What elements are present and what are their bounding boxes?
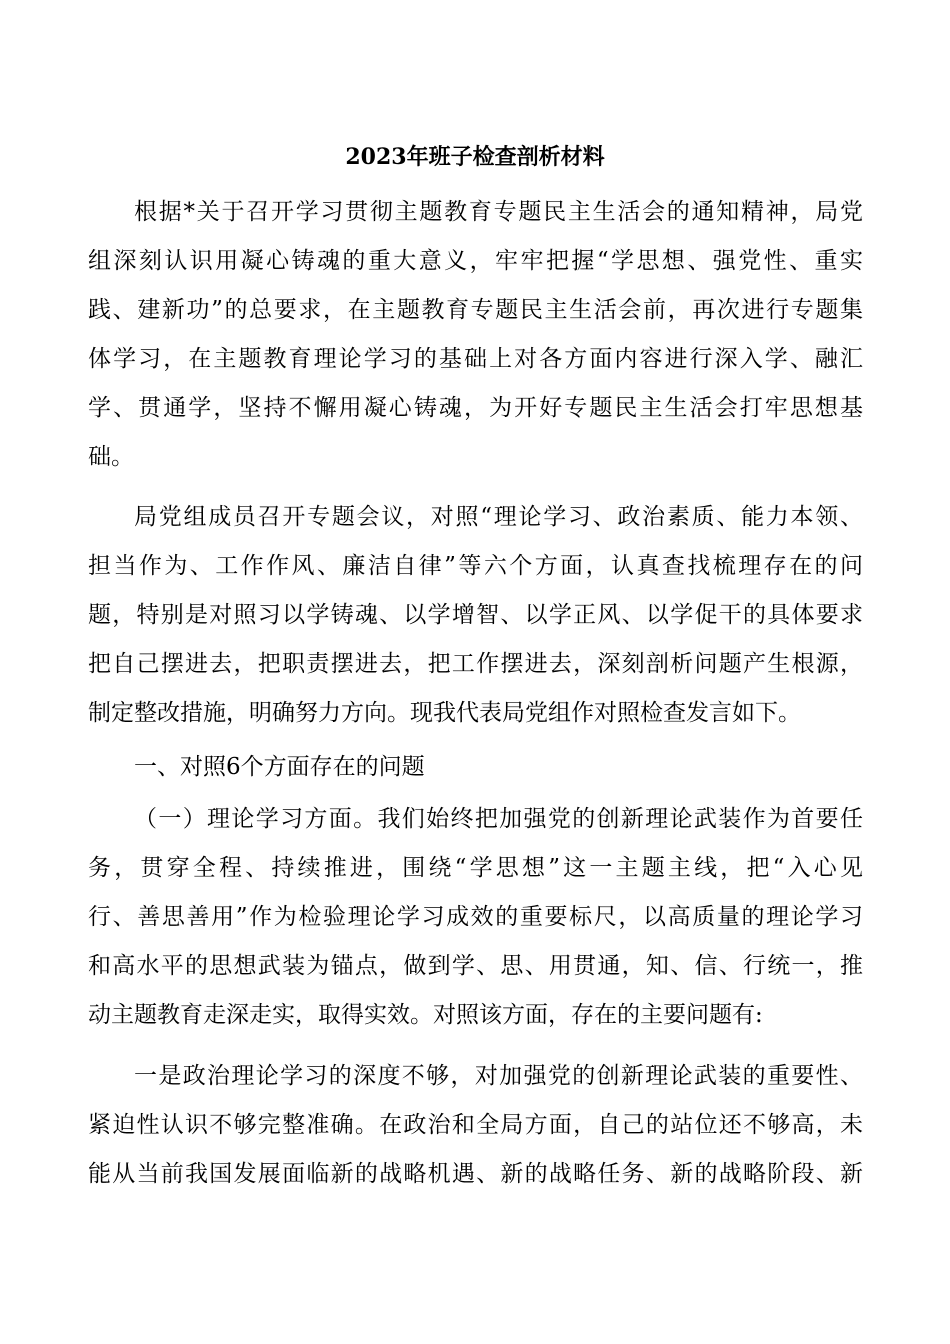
- paragraph-line: 行、善思善用”作为检验理论学习成效的重要标尺，以高质量的理论学习: [88, 904, 863, 930]
- paragraph-line: 一是政治理论学习的深度不够，对加强党的创新理论武装的重要性、: [134, 1063, 863, 1089]
- paragraph-line: 动主题教育走深走实，取得实效。对照该方面，存在的主要问题有:: [88, 1002, 763, 1028]
- document-title: 2023年班子检查剖析材料: [345, 144, 605, 170]
- paragraph-line: （一）理论学习方面。我们始终把加强党的创新理论武装作为首要任: [134, 806, 863, 832]
- paragraph-line: 础。: [88, 444, 134, 470]
- paragraph-line: 根据*关于召开学习贯彻主题教育专题民主生活会的通知精神，局党: [134, 199, 863, 225]
- paragraph-line: 体学习，在主题教育理论学习的基础上对各方面内容进行深入学、融汇: [88, 346, 863, 372]
- paragraph-line: 局党组成员召开专题会议，对照“理论学习、政治素质、能力本领、: [134, 504, 863, 530]
- paragraph-line: 担当作为、工作作风、廉洁自律”等六个方面，认真查找梳理存在的问: [88, 553, 863, 579]
- paragraph-line: 制定整改措施，明确努力方向。现我代表局党组作对照检查发言如下。: [88, 700, 801, 726]
- paragraph-line: 紧迫性认识不够完整准确。在政治和全局方面，自己的站位还不够高，未: [88, 1112, 863, 1138]
- paragraph-line: 把自己摆进去，把职责摆进去，把工作摆进去，深刻剖析问题产生根源，: [88, 651, 863, 677]
- paragraph-line: 组深刻认识用凝心铸魂的重大意义，牢牢把握“学思想、强党性、重实: [88, 248, 863, 274]
- paragraph-line: 能从当前我国发展面临新的战略机遇、新的战略任务、新的战略阶段、新: [88, 1161, 863, 1187]
- paragraph-line: 践、建新功”的总要求，在主题教育专题民主生活会前，再次进行专题集: [88, 297, 863, 323]
- paragraph-line: 题，特别是对照习以学铸魂、以学增智、以学正风、以学促干的具体要求: [88, 602, 863, 628]
- paragraph-line: 学、贯通学，坚持不懈用凝心铸魂，为开好专题民主生活会打牢思想基: [88, 395, 863, 421]
- paragraph-line: 务，贯穿全程、持续推进，围绕“学思想”这一主题主线，把“入心见: [88, 855, 863, 881]
- section-heading: 一、对照6个方面存在的问题: [134, 754, 425, 780]
- paragraph-line: 和高水平的思想武装为锚点，做到学、思、用贯通，知、信、行统一，推: [88, 953, 863, 979]
